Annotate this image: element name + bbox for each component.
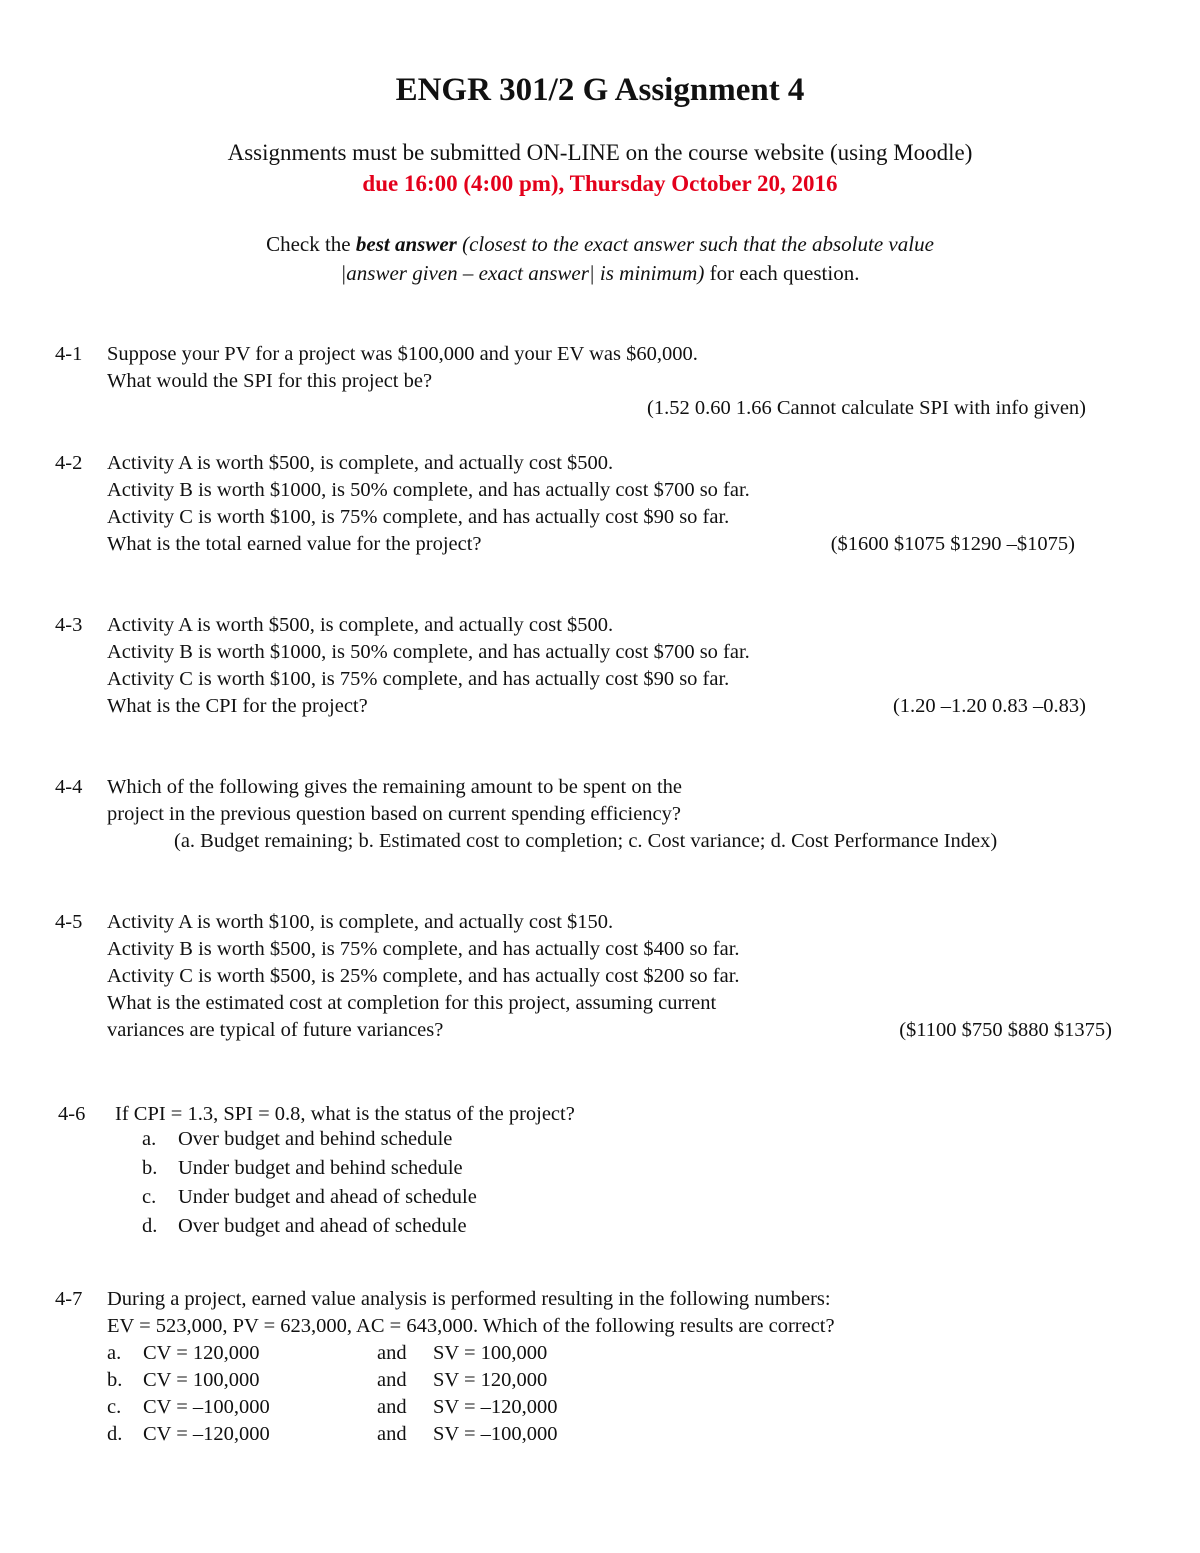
question-line: Activity C is worth $500, is 25% complete, and has actually cost $200 so far. — [107, 965, 740, 987]
question-line: What is the estimated cost at completion for this project, assuming current — [107, 992, 717, 1014]
question-line: What would the SPI for this project be? — [107, 370, 433, 392]
conjunction: and — [377, 1369, 407, 1391]
question-number: 4-4 — [55, 776, 83, 798]
question-line: During a project, earned value analysis is performed resulting in the following numbers: — [107, 1288, 831, 1310]
option-d — [142, 1215, 467, 1238]
conjunction: and — [377, 1423, 407, 1445]
question-number: 4-6 — [58, 1103, 86, 1125]
question-number: 4-7 — [55, 1288, 83, 1310]
option-c — [107, 1396, 558, 1419]
option-text: Under budget and behind schedule — [178, 1157, 463, 1179]
answer-choices: ($1100 $750 $880 $1375) — [899, 1019, 1112, 1041]
answer-choices: (a. Budget remaining; b. Estimated cost to completion; c. Cost variance; d. Cost Performance Index) — [174, 830, 998, 852]
option-b — [142, 1157, 463, 1180]
option-letter: a. — [142, 1128, 157, 1150]
question-line: Activity A is worth $100, is complete, and actually cost $150. — [107, 911, 614, 933]
sv-value: SV = 100,000 — [433, 1342, 548, 1364]
option-text: Over budget and ahead of schedule — [178, 1215, 467, 1237]
option-d — [107, 1423, 558, 1446]
option-letter: b. — [142, 1157, 158, 1179]
option-letter: b. — [107, 1369, 123, 1391]
question-line: Activity B is worth $500, is 75% complete, and has actually cost $400 so far. — [107, 938, 740, 960]
option-text: Under budget and ahead of schedule — [178, 1186, 477, 1208]
cv-value: CV = –120,000 — [143, 1423, 270, 1445]
option-letter: a. — [107, 1342, 122, 1364]
cv-value: CV = –100,000 — [143, 1396, 270, 1418]
option-c — [142, 1186, 477, 1209]
option-a — [142, 1128, 452, 1151]
conjunction: and — [377, 1342, 407, 1364]
question-line: What is the CPI for the project? — [107, 695, 368, 717]
option-letter: d. — [107, 1423, 123, 1445]
question-line: If CPI = 1.3, SPI = 0.8, what is the status of the project? — [115, 1103, 575, 1125]
option-letter: c. — [142, 1186, 157, 1208]
sv-value: SV = –120,000 — [433, 1396, 558, 1418]
answer-choices: (1.52 0.60 1.66 Cannot calculate SPI with info given) — [647, 397, 1086, 419]
option-text: Over budget and behind schedule — [178, 1128, 453, 1150]
question-line: Which of the following gives the remaining amount to be spent on the — [107, 776, 683, 798]
instructions-line-1 — [0, 232, 1200, 257]
question-line: Activity C is worth $100, is 75% complete, and has actually cost $90 so far. — [107, 668, 730, 690]
submission-note: Assignments must be submitted ON-LINE on the course website (using Moodle) — [227, 140, 973, 165]
option-letter: d. — [142, 1215, 158, 1237]
instructions-text: (closest to the exact answer such that the absolute value — [456, 232, 934, 256]
question-line: What is the total earned value for the project? — [107, 533, 482, 555]
option-a — [107, 1342, 547, 1365]
cv-value: CV = 100,000 — [143, 1369, 260, 1391]
question-line: Activity A is worth $500, is complete, and actually cost $500. — [107, 614, 614, 636]
due-date: due 16:00 (4:00 pm), Thursday October 20, 2016 — [362, 171, 838, 196]
question-number: 4-1 — [55, 343, 83, 365]
question-number: 4-2 — [55, 452, 83, 474]
cv-value: CV = 120,000 — [143, 1342, 260, 1364]
instructions-line-2 — [0, 261, 1200, 286]
question-line: project in the previous question based on current spending efficiency? — [107, 803, 682, 825]
instructions-text: for each question. — [704, 261, 860, 285]
question-line: Activity C is worth $100, is 75% complete, and has actually cost $90 so far. — [107, 506, 730, 528]
question-line: variances are typical of future variances? — [107, 1019, 444, 1041]
instructions-text: Check the — [266, 232, 356, 256]
instructions-emphasis: best answer — [355, 232, 457, 256]
option-letter: c. — [107, 1396, 122, 1418]
question-number: 4-5 — [55, 911, 83, 933]
sv-value: SV = –100,000 — [433, 1423, 558, 1445]
question-line: EV = 523,000, PV = 623,000, AC = 643,000. Which of the following results are correct? — [107, 1315, 835, 1337]
question-line: Activity B is worth $1000, is 50% complete, and has actually cost $700 so far. — [107, 479, 750, 501]
page-title: ENGR 301/2 G Assignment 4 — [395, 72, 805, 108]
question-line: Activity B is worth $1000, is 50% complete, and has actually cost $700 so far. — [107, 641, 750, 663]
answer-choices: ($1600 $1075 $1290 –$1075) — [830, 533, 1075, 555]
question-line: Activity A is worth $500, is complete, and actually cost $500. — [107, 452, 614, 474]
instructions-text: |answer given – exact answer| is minimum) — [340, 261, 705, 285]
sv-value: SV = 120,000 — [433, 1369, 548, 1391]
question-line: Suppose your PV for a project was $100,000 and your EV was $60,000. — [107, 343, 698, 365]
question-number: 4-3 — [55, 614, 83, 636]
option-b — [107, 1369, 547, 1392]
answer-choices: (1.20 –1.20 0.83 –0.83) — [892, 695, 1086, 717]
conjunction: and — [377, 1396, 407, 1418]
